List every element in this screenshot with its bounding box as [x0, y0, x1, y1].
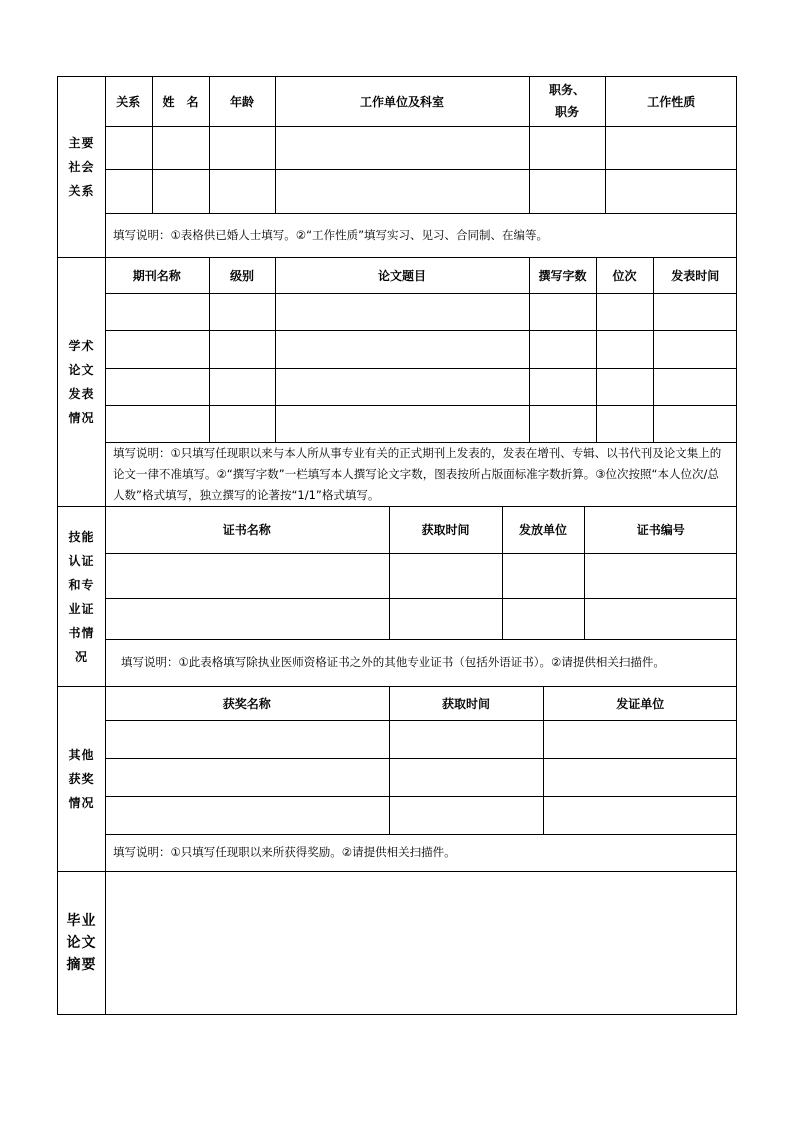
input-cell[interactable]: [209, 368, 275, 405]
input-cell[interactable]: [596, 293, 653, 330]
input-cell[interactable]: [502, 553, 584, 598]
table-row: [105, 758, 737, 796]
header-issuing-unit: 发证单位: [543, 687, 737, 720]
input-cell[interactable]: [105, 553, 389, 598]
input-cell[interactable]: [105, 598, 389, 639]
input-cell[interactable]: [105, 405, 209, 442]
thesis-abstract-area[interactable]: [105, 872, 736, 1014]
fill-instructions: 填写说明：①表格供已婚人士填写。②“工作性质”填写实习、见习、合同制、在编等。: [105, 213, 737, 257]
input-cell[interactable]: [275, 126, 529, 169]
header-title: 职务、 职务: [529, 77, 605, 126]
header-workplace: 工作单位及科室: [275, 77, 529, 126]
input-cell[interactable]: [543, 720, 737, 758]
input-cell[interactable]: [105, 758, 389, 796]
input-cell[interactable]: [209, 405, 275, 442]
input-cell[interactable]: [389, 720, 543, 758]
fill-instructions: 填写说明：①此表格填写除执业医师资格证书之外的其他专业证书（包括外语证书）。②请提供相关扫描件。: [105, 639, 737, 686]
input-cell[interactable]: [596, 405, 653, 442]
certificates-table: [105, 507, 737, 686]
header-relation: 关系: [105, 77, 152, 126]
input-cell[interactable]: [584, 553, 737, 598]
input-cell[interactable]: [275, 330, 529, 368]
header-word-count: 撰写字数: [529, 258, 596, 293]
table-row: [105, 126, 737, 169]
input-cell[interactable]: [209, 330, 275, 368]
header-age: 年龄: [209, 77, 275, 126]
header-publish-time: 发表时间: [653, 258, 737, 293]
input-cell[interactable]: [105, 126, 152, 169]
note-row: [105, 639, 737, 686]
header-issuer: 发放单位: [502, 507, 584, 553]
input-cell[interactable]: [529, 293, 596, 330]
academic-papers-table: [105, 258, 737, 506]
input-cell[interactable]: [209, 126, 275, 169]
input-cell[interactable]: [529, 126, 605, 169]
table-row: [105, 405, 737, 442]
input-cell[interactable]: [275, 169, 529, 213]
table-row: [105, 169, 737, 213]
table-row: [105, 598, 737, 639]
header-name: 姓 名: [152, 77, 209, 126]
input-cell[interactable]: [502, 598, 584, 639]
input-cell[interactable]: [529, 405, 596, 442]
table-row: [105, 293, 737, 330]
header-journal: 期刊名称: [105, 258, 209, 293]
fill-instructions: 填写说明：①只填写任现职以来与本人所从事专业有关的正式期刊上发表的，发表在增刊、专辑、以书代刊及论文集上的论文一律不准填写。②“撰写字数”一栏填写本人撰写论文字数，图表按所占版面标准字数折算。③位次按照“本人位次/总人数”格式填写，独立撰写的论著按“1/1”格式填写。: [105, 442, 737, 506]
table-row: [105, 330, 737, 368]
fill-instructions: 填写说明：①只填写任现职以来所获得奖励。②请提供相关扫描件。: [105, 834, 737, 871]
table-header-row: [105, 507, 737, 553]
header-rank: 位次: [596, 258, 653, 293]
thesis-abstract-side-label: 毕业论文摘要: [58, 872, 106, 1014]
social-relations-side-label: 主要社会关系: [58, 77, 106, 257]
input-cell[interactable]: [389, 758, 543, 796]
input-cell[interactable]: [653, 330, 737, 368]
table-row: [105, 796, 737, 834]
table-row: [105, 368, 737, 405]
awards-section: [57, 686, 737, 872]
input-cell[interactable]: [653, 293, 737, 330]
table-row: [105, 553, 737, 598]
input-cell[interactable]: [596, 368, 653, 405]
input-cell[interactable]: [529, 330, 596, 368]
input-cell[interactable]: [152, 169, 209, 213]
table-row: [105, 720, 737, 758]
input-cell[interactable]: [389, 553, 502, 598]
form-page: [57, 76, 737, 1015]
input-cell[interactable]: [653, 405, 737, 442]
note-row: [105, 442, 737, 506]
input-cell[interactable]: [596, 330, 653, 368]
input-cell[interactable]: [584, 598, 737, 639]
input-cell[interactable]: [605, 169, 737, 213]
header-obtain-time: 获取时间: [389, 687, 543, 720]
input-cell[interactable]: [529, 368, 596, 405]
academic-papers-section: [57, 257, 737, 507]
header-paper-title: 论文题目: [275, 258, 529, 293]
header-level: 级别: [209, 258, 275, 293]
header-award-name: 获奖名称: [105, 687, 389, 720]
input-cell[interactable]: [209, 169, 275, 213]
note-row: [105, 834, 737, 871]
input-cell[interactable]: [605, 126, 737, 169]
input-cell[interactable]: [653, 368, 737, 405]
awards-side-label: 其他获奖情况: [58, 687, 106, 871]
header-cert-number: 证书编号: [584, 507, 737, 553]
social-relations-table: [105, 77, 737, 257]
input-cell[interactable]: [209, 293, 275, 330]
input-cell[interactable]: [389, 598, 502, 639]
header-cert-name: 证书名称: [105, 507, 389, 553]
awards-table: [105, 687, 737, 871]
input-cell[interactable]: [105, 796, 389, 834]
input-cell[interactable]: [275, 293, 529, 330]
table-header-row: [105, 687, 737, 720]
input-cell[interactable]: [105, 720, 389, 758]
input-cell[interactable]: [543, 796, 737, 834]
academic-papers-side-label: 学术论文发表情况: [58, 258, 106, 506]
header-obtain-time: 获取时间: [389, 507, 502, 553]
table-header-row: [105, 258, 737, 293]
certificates-side-label: 技能认证和专业证书情况: [58, 507, 106, 686]
input-cell[interactable]: [105, 368, 209, 405]
input-cell[interactable]: [152, 126, 209, 169]
input-cell[interactable]: [389, 796, 543, 834]
input-cell[interactable]: [105, 293, 209, 330]
table-header-row: [105, 77, 737, 126]
input-cell[interactable]: [275, 368, 529, 405]
certificates-section: [57, 506, 737, 687]
input-cell[interactable]: [105, 169, 152, 213]
input-cell[interactable]: [275, 405, 529, 442]
header-work-nature: 工作性质: [605, 77, 737, 126]
input-cell[interactable]: [543, 758, 737, 796]
note-row: [105, 213, 737, 257]
input-cell[interactable]: [529, 169, 605, 213]
thesis-abstract-section: [57, 871, 737, 1015]
social-relations-section: [57, 76, 737, 258]
input-cell[interactable]: [105, 330, 209, 368]
